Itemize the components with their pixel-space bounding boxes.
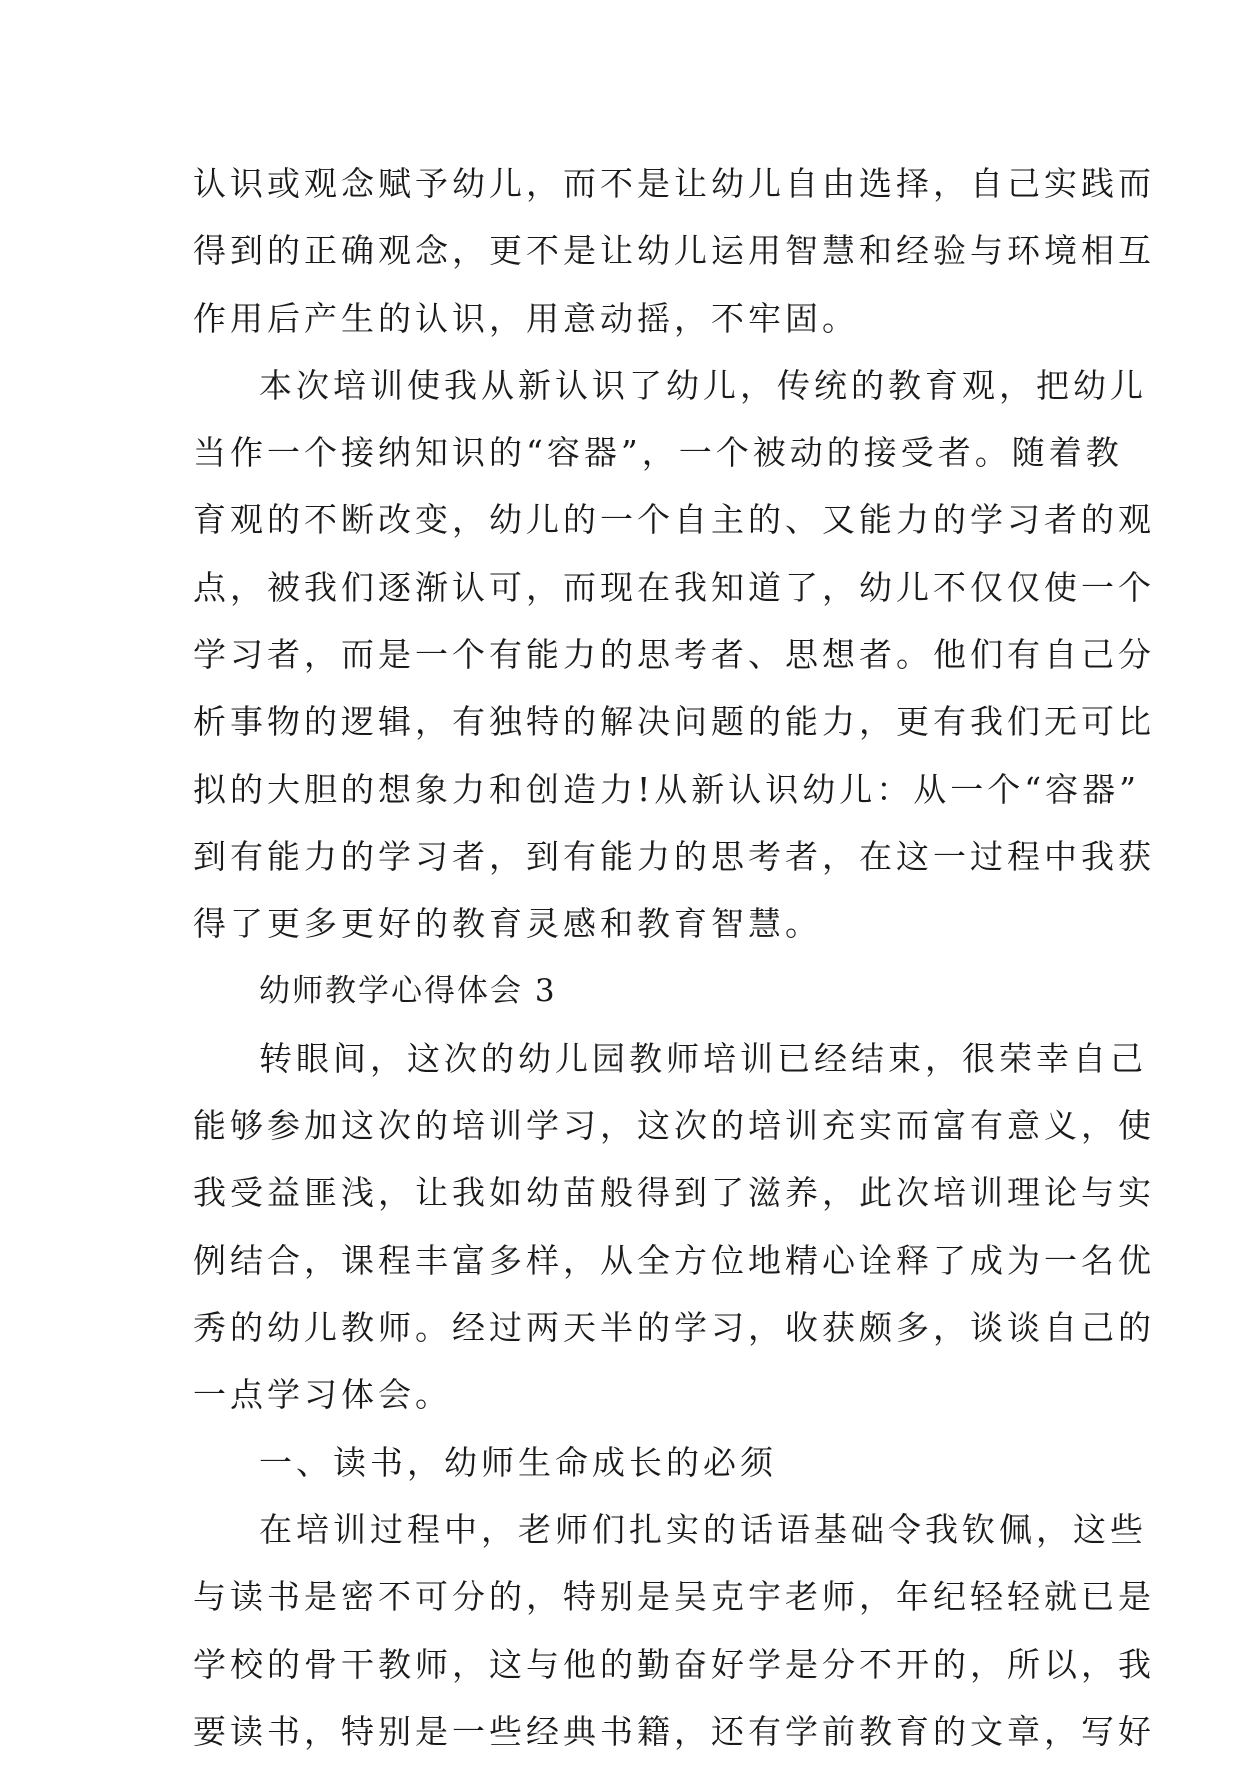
paragraph-line: 一点学习体会。 bbox=[193, 1375, 452, 1415]
paragraph-line: 我受益匪浅，让我如幼苗般得到了滋养，此次培训理论与实 bbox=[193, 1173, 1155, 1213]
paragraph-line: 作用后产生的认识，用意动摇，不牢固。 bbox=[193, 298, 859, 338]
paragraph-line: 秀的幼儿教师。经过两天半的学习，收获颇多，谈谈自己的 bbox=[193, 1308, 1155, 1348]
paragraph-line: 一、读书，幼师生命成长的必须 bbox=[259, 1442, 777, 1482]
document-page bbox=[193, 150, 1155, 1765]
paragraph-line: 在培训过程中，老师们扎实的话语基础令我钦佩，这些 bbox=[259, 1509, 1147, 1549]
paragraph-line: 例结合，课程丰富多样，从全方位地精心诠释了成为一名优 bbox=[193, 1240, 1155, 1280]
section-heading: 幼师教学心得体会 3 bbox=[259, 972, 557, 1009]
paragraph-line: 本次培训使我从新认识了幼儿，传统的教育观，把幼儿 bbox=[259, 365, 1147, 405]
paragraph-line: 学习者，而是一个有能力的思考者、思想者。他们有自己分 bbox=[193, 635, 1155, 675]
paragraph-line: 认识或观念赋予幼儿，而不是让幼儿自由选择，自己实践而 bbox=[193, 164, 1155, 203]
paragraph-line: 转眼间，这次的幼儿园教师培训已经结束，很荣幸自己 bbox=[259, 1038, 1147, 1078]
paragraph-line: 学校的骨干教师，这与他的勤奋好学是分不开的，所以，我 bbox=[193, 1644, 1155, 1684]
paragraph-line: 得了更多更好的教育灵感和教育智慧。 bbox=[193, 904, 822, 944]
paragraph-line: 当作一个接纳知识的“容器”，一个被动的接受者。随着教 bbox=[193, 433, 1123, 473]
paragraph-line: 点，被我们逐渐认可，而现在我知道了，幼儿不仅仅使一个 bbox=[193, 567, 1155, 607]
paragraph-line: 得到的正确观念，更不是让幼儿运用智慧和经验与环境相互 bbox=[193, 231, 1155, 271]
paragraph-line: 与读书是密不可分的，特别是吴克宇老师，年纪轻轻就已是 bbox=[193, 1577, 1155, 1617]
paragraph-line: 拟的大胆的想象力和创造力!从新认识幼儿：从一个“容器” bbox=[193, 769, 1141, 809]
paragraph-line: 育观的不断改变，幼儿的一个自主的、又能力的学习者的观 bbox=[193, 500, 1155, 540]
paragraph-line: 到有能力的学习者，到有能力的思考者，在这一过程中我获 bbox=[193, 836, 1155, 876]
paragraph-line: 要读书，特别是一些经典书籍，还有学前教育的文章，写好 bbox=[193, 1711, 1155, 1751]
paragraph-line: 能够参加这次的培训学习，这次的培训充实而富有意义，使 bbox=[193, 1106, 1155, 1146]
paragraph-line: 析事物的逻辑，有独特的解决问题的能力，更有我们无可比 bbox=[193, 702, 1155, 742]
